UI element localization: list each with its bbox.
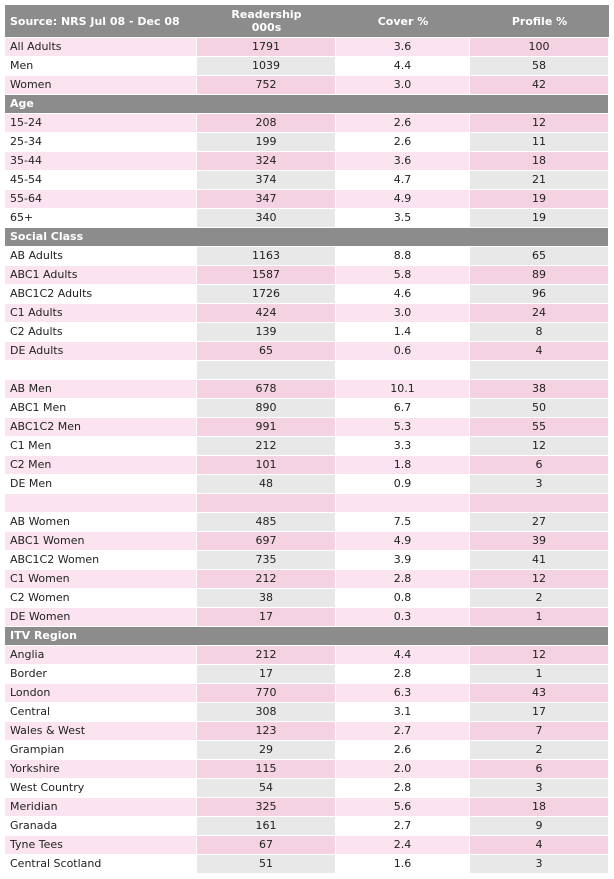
- readership-cell: 678: [197, 380, 336, 399]
- row-label: C2 Men: [5, 456, 197, 475]
- profile-cell: 89: [470, 266, 609, 285]
- profile-cell: 2: [470, 589, 609, 608]
- table-row: [5, 76, 609, 95]
- profile-cell: 6: [470, 456, 609, 475]
- table-row: [5, 760, 609, 779]
- readership-cell: 1791: [197, 38, 336, 57]
- row-label: Anglia: [5, 646, 197, 665]
- cover-cell: 1.8: [336, 456, 470, 475]
- row-label: Wales & West: [5, 722, 197, 741]
- cover-cell: [336, 361, 470, 380]
- table-row: [5, 836, 609, 855]
- readership-cell: 735: [197, 551, 336, 570]
- cover-cell: 3.0: [336, 76, 470, 95]
- table-row: [5, 798, 609, 817]
- table-row: [5, 608, 609, 627]
- row-label: ABC1 Women: [5, 532, 197, 551]
- table-row: [5, 323, 609, 342]
- header-cover: Cover %: [336, 5, 470, 38]
- profile-cell: 50: [470, 399, 609, 418]
- section-title: ITV Region: [5, 627, 609, 646]
- cover-cell: 4.4: [336, 646, 470, 665]
- header-profile: Profile %: [470, 5, 609, 38]
- header-row: [5, 5, 609, 38]
- profile-cell: [470, 494, 609, 513]
- table-row: [5, 703, 609, 722]
- cover-cell: 4.9: [336, 190, 470, 209]
- cover-cell: 0.3: [336, 608, 470, 627]
- profile-cell: 96: [470, 285, 609, 304]
- profile-cell: 1: [470, 665, 609, 684]
- row-label: West Country: [5, 779, 197, 798]
- row-label: C1 Women: [5, 570, 197, 589]
- section-header-row: [5, 228, 609, 247]
- profile-cell: 11: [470, 133, 609, 152]
- readership-cell: 1587: [197, 266, 336, 285]
- profile-cell: 4: [470, 836, 609, 855]
- profile-cell: 7: [470, 722, 609, 741]
- row-label: All Adults: [5, 38, 197, 57]
- row-label: ABC1C2 Women: [5, 551, 197, 570]
- table-row: [5, 399, 609, 418]
- profile-cell: 12: [470, 114, 609, 133]
- readership-table-container: [5, 0, 609, 874]
- table-row: [5, 57, 609, 76]
- table-row: [5, 646, 609, 665]
- readership-cell: 65: [197, 342, 336, 361]
- readership-cell: 208: [197, 114, 336, 133]
- readership-cell: 199: [197, 133, 336, 152]
- cover-cell: 0.6: [336, 342, 470, 361]
- readership-cell: 752: [197, 76, 336, 95]
- table-row: [5, 38, 609, 57]
- row-label: ABC1 Men: [5, 399, 197, 418]
- profile-cell: [470, 361, 609, 380]
- row-label: C1 Adults: [5, 304, 197, 323]
- readership-cell: 1039: [197, 57, 336, 76]
- profile-cell: 18: [470, 798, 609, 817]
- table-row: [5, 532, 609, 551]
- row-label: 45-54: [5, 171, 197, 190]
- cover-cell: 2.8: [336, 570, 470, 589]
- profile-cell: 3: [470, 475, 609, 494]
- table-row: [5, 171, 609, 190]
- row-label: London: [5, 684, 197, 703]
- readership-cell: 123: [197, 722, 336, 741]
- readership-cell: 17: [197, 608, 336, 627]
- section-title: Social Class: [5, 228, 609, 247]
- readership-cell: 324: [197, 152, 336, 171]
- row-label: Yorkshire: [5, 760, 197, 779]
- readership-cell: 991: [197, 418, 336, 437]
- profile-cell: 3: [470, 779, 609, 798]
- profile-cell: 19: [470, 209, 609, 228]
- cover-cell: 2.6: [336, 114, 470, 133]
- table-body: [5, 38, 609, 874]
- header-readership-line2: 000s: [251, 21, 282, 34]
- readership-cell: 101: [197, 456, 336, 475]
- profile-cell: 4: [470, 342, 609, 361]
- table-row: [5, 114, 609, 133]
- cover-cell: 3.1: [336, 703, 470, 722]
- table-row: [5, 551, 609, 570]
- profile-cell: 58: [470, 57, 609, 76]
- row-label: Meridian: [5, 798, 197, 817]
- readership-cell: 374: [197, 171, 336, 190]
- header-source: Source: NRS Jul 08 - Dec 08: [5, 5, 197, 38]
- profile-cell: 55: [470, 418, 609, 437]
- readership-cell: 308: [197, 703, 336, 722]
- table-row: [5, 722, 609, 741]
- readership-cell: 38: [197, 589, 336, 608]
- table-row: [5, 494, 609, 513]
- row-label: ABC1C2 Men: [5, 418, 197, 437]
- profile-cell: 18: [470, 152, 609, 171]
- profile-cell: 39: [470, 532, 609, 551]
- row-label: Men: [5, 57, 197, 76]
- readership-cell: [197, 361, 336, 380]
- profile-cell: 9: [470, 817, 609, 836]
- readership-cell: 17: [197, 665, 336, 684]
- cover-cell: 5.8: [336, 266, 470, 285]
- profile-cell: 42: [470, 76, 609, 95]
- row-label: DE Women: [5, 608, 197, 627]
- cover-cell: 7.5: [336, 513, 470, 532]
- readership-cell: 212: [197, 570, 336, 589]
- section-header-row: [5, 627, 609, 646]
- cover-cell: 2.7: [336, 722, 470, 741]
- cover-cell: 2.8: [336, 665, 470, 684]
- profile-cell: 3: [470, 855, 609, 874]
- row-label: 65+: [5, 209, 197, 228]
- profile-cell: 12: [470, 570, 609, 589]
- row-label: 15-24: [5, 114, 197, 133]
- profile-cell: 27: [470, 513, 609, 532]
- readership-cell: 770: [197, 684, 336, 703]
- cover-cell: 5.3: [336, 418, 470, 437]
- readership-cell: 115: [197, 760, 336, 779]
- cover-cell: 2.4: [336, 836, 470, 855]
- row-label: AB Women: [5, 513, 197, 532]
- readership-cell: 139: [197, 323, 336, 342]
- readership-cell: 1163: [197, 247, 336, 266]
- profile-cell: 24: [470, 304, 609, 323]
- profile-cell: 6: [470, 760, 609, 779]
- readership-cell: 340: [197, 209, 336, 228]
- row-label: AB Men: [5, 380, 197, 399]
- cover-cell: 4.9: [336, 532, 470, 551]
- table-row: [5, 456, 609, 475]
- table-row: [5, 589, 609, 608]
- row-label: C2 Adults: [5, 323, 197, 342]
- row-label: Border: [5, 665, 197, 684]
- cover-cell: 0.8: [336, 589, 470, 608]
- row-label: 25-34: [5, 133, 197, 152]
- table-row: [5, 684, 609, 703]
- cover-cell: 3.3: [336, 437, 470, 456]
- table-row: [5, 437, 609, 456]
- readership-cell: 1726: [197, 285, 336, 304]
- profile-cell: 65: [470, 247, 609, 266]
- profile-cell: 2: [470, 741, 609, 760]
- cover-cell: 0.9: [336, 475, 470, 494]
- readership-cell: [197, 494, 336, 513]
- cover-cell: 1.6: [336, 855, 470, 874]
- row-label: Grampian: [5, 741, 197, 760]
- profile-cell: 19: [470, 190, 609, 209]
- cover-cell: 3.6: [336, 38, 470, 57]
- profile-cell: 12: [470, 646, 609, 665]
- row-label: C2 Women: [5, 589, 197, 608]
- table-row: [5, 209, 609, 228]
- readership-cell: 347: [197, 190, 336, 209]
- readership-cell: 54: [197, 779, 336, 798]
- cover-cell: 2.7: [336, 817, 470, 836]
- profile-cell: 100: [470, 38, 609, 57]
- row-label: 55-64: [5, 190, 197, 209]
- row-label: Women: [5, 76, 197, 95]
- table-row: [5, 304, 609, 323]
- readership-cell: 29: [197, 741, 336, 760]
- table-row: [5, 133, 609, 152]
- table-row: [5, 266, 609, 285]
- profile-cell: 17: [470, 703, 609, 722]
- readership-cell: 212: [197, 437, 336, 456]
- cover-cell: 6.7: [336, 399, 470, 418]
- row-label: ABC1 Adults: [5, 266, 197, 285]
- row-label: DE Men: [5, 475, 197, 494]
- table-row: [5, 817, 609, 836]
- table-row: [5, 665, 609, 684]
- cover-cell: 4.7: [336, 171, 470, 190]
- row-label: Central Scotland: [5, 855, 197, 874]
- cover-cell: 1.4: [336, 323, 470, 342]
- profile-cell: 1: [470, 608, 609, 627]
- cover-cell: 2.0: [336, 760, 470, 779]
- table-row: [5, 247, 609, 266]
- readership-table: [5, 5, 609, 874]
- profile-cell: 21: [470, 171, 609, 190]
- table-row: [5, 380, 609, 399]
- profile-cell: 43: [470, 684, 609, 703]
- profile-cell: 12: [470, 437, 609, 456]
- cover-cell: 6.3: [336, 684, 470, 703]
- table-header: [5, 5, 609, 38]
- readership-cell: 424: [197, 304, 336, 323]
- table-row: [5, 361, 609, 380]
- readership-cell: 51: [197, 855, 336, 874]
- readership-cell: 485: [197, 513, 336, 532]
- cover-cell: 3.5: [336, 209, 470, 228]
- table-row: [5, 570, 609, 589]
- table-row: [5, 475, 609, 494]
- row-label: AB Adults: [5, 247, 197, 266]
- table-row: [5, 152, 609, 171]
- cover-cell: 8.8: [336, 247, 470, 266]
- readership-cell: 325: [197, 798, 336, 817]
- cover-cell: 4.4: [336, 57, 470, 76]
- cover-cell: 3.6: [336, 152, 470, 171]
- header-readership-line1: Readership: [231, 8, 302, 21]
- profile-cell: 38: [470, 380, 609, 399]
- cover-cell: 5.6: [336, 798, 470, 817]
- row-label: Granada: [5, 817, 197, 836]
- row-label: C1 Men: [5, 437, 197, 456]
- table-row: [5, 513, 609, 532]
- cover-cell: 2.6: [336, 133, 470, 152]
- table-row: [5, 855, 609, 874]
- cover-cell: 2.8: [336, 779, 470, 798]
- cover-cell: 10.1: [336, 380, 470, 399]
- table-row: [5, 190, 609, 209]
- table-row: [5, 741, 609, 760]
- profile-cell: 41: [470, 551, 609, 570]
- cover-cell: 3.0: [336, 304, 470, 323]
- table-row: [5, 779, 609, 798]
- row-label: Central: [5, 703, 197, 722]
- readership-cell: 67: [197, 836, 336, 855]
- readership-cell: 697: [197, 532, 336, 551]
- cover-cell: 3.9: [336, 551, 470, 570]
- readership-cell: 212: [197, 646, 336, 665]
- row-label: [5, 361, 197, 380]
- profile-cell: 8: [470, 323, 609, 342]
- row-label: 35-44: [5, 152, 197, 171]
- cover-cell: 4.6: [336, 285, 470, 304]
- table-row: [5, 418, 609, 437]
- table-row: [5, 285, 609, 304]
- row-label: ABC1C2 Adults: [5, 285, 197, 304]
- section-title: Age: [5, 95, 609, 114]
- header-readership: [197, 5, 336, 38]
- table-row: [5, 342, 609, 361]
- row-label: Tyne Tees: [5, 836, 197, 855]
- readership-cell: 890: [197, 399, 336, 418]
- readership-cell: 161: [197, 817, 336, 836]
- cover-cell: [336, 494, 470, 513]
- section-header-row: [5, 95, 609, 114]
- row-label: [5, 494, 197, 513]
- readership-cell: 48: [197, 475, 336, 494]
- cover-cell: 2.6: [336, 741, 470, 760]
- row-label: DE Adults: [5, 342, 197, 361]
